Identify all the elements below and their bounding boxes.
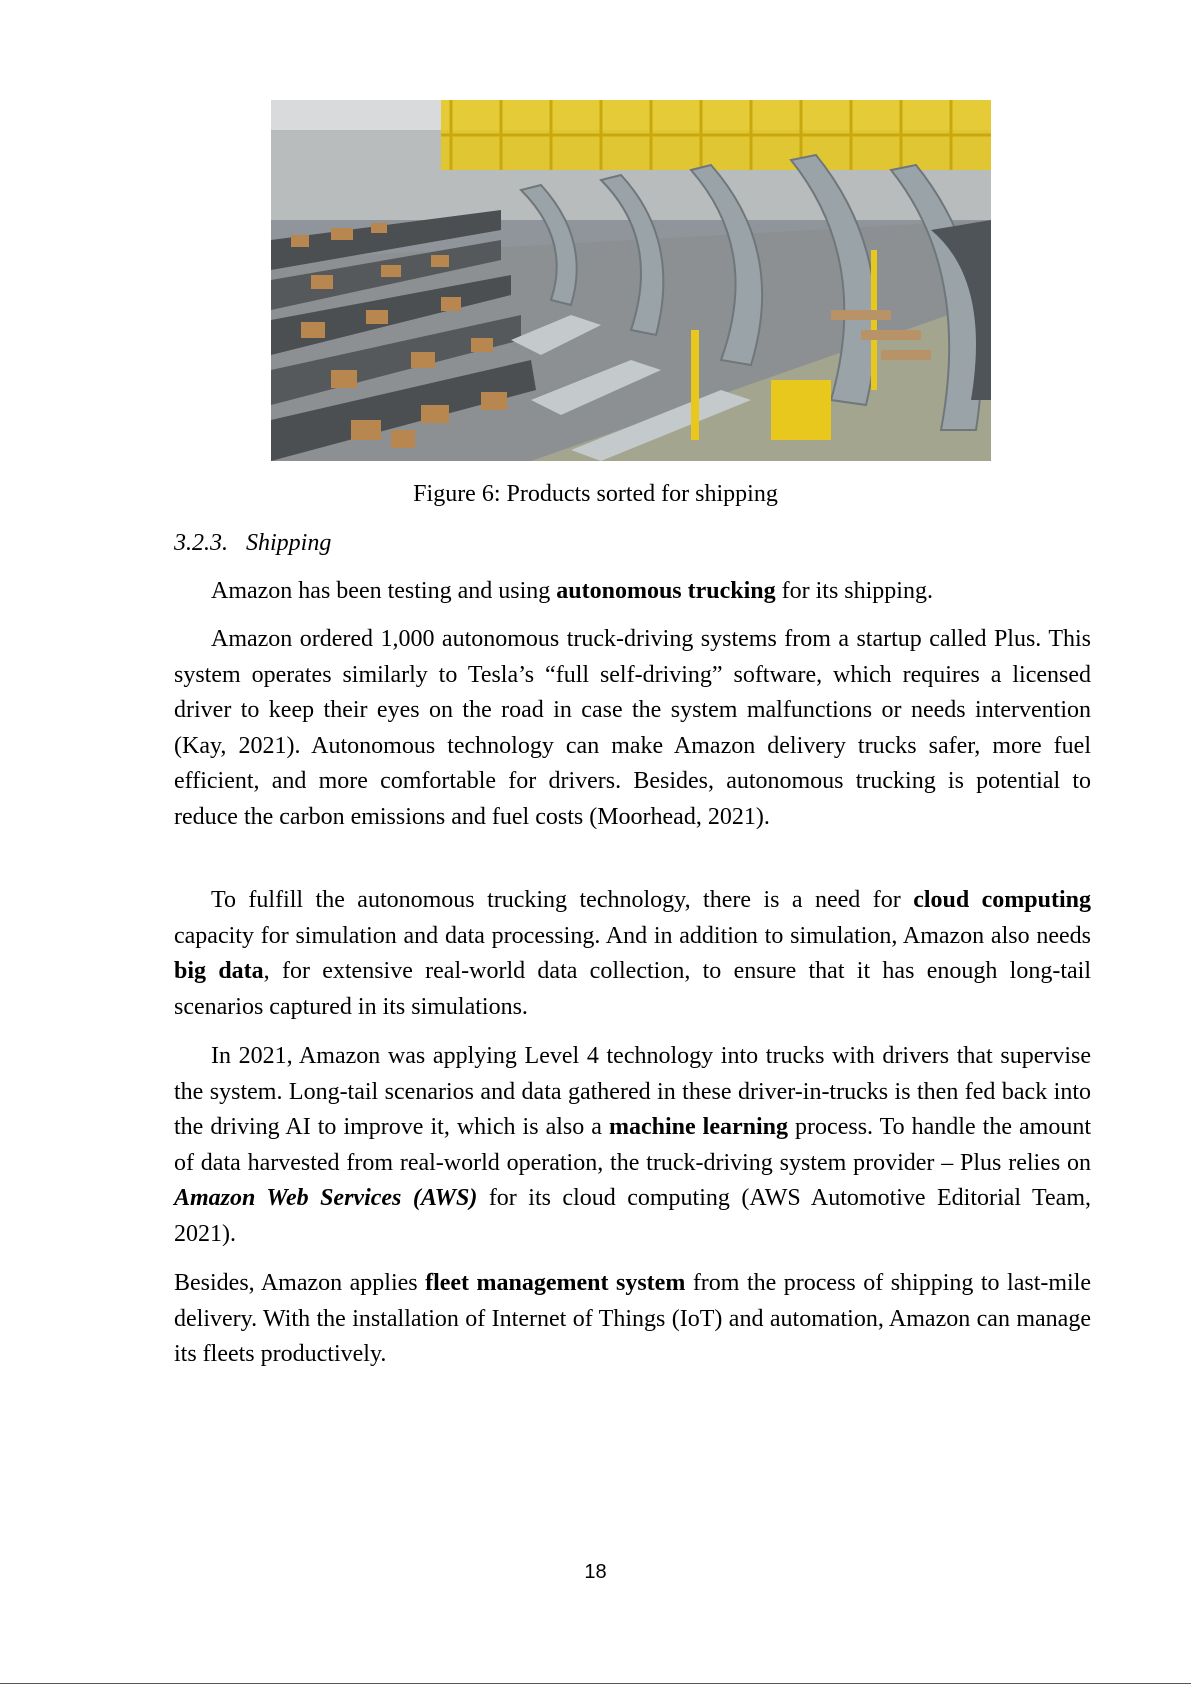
- section-title: Shipping: [246, 530, 332, 556]
- paragraph-3: To fulfill the autonomous trucking technology, there is a need for cloud computing capacity for simulation and data processing. And in addition to simulation, Amazon also needs big data, for extensive real-world data collection, to ensure that it has enough long-tail scenarios captured in its simulations.: [174, 887, 1091, 1020]
- figure-image: [271, 100, 991, 461]
- paragraph-1: Amazon has been testing and using autonomous trucking for its shipping.: [211, 578, 933, 604]
- page-number: 18: [584, 1561, 607, 1583]
- paragraph-4: In 2021, Amazon was applying Level 4 technology into trucks with drivers that supervise the system. Long-tail scenarios and data gathered in these driver-in-trucks is then fed back into the driving AI to improve it, which is also a machine learning process. To handle the amount of data harvested from real-world operation, the truck-driving system provider – Plus relies on Amazon Web Services (AWS) for its cloud computing (AWS Automotive Editorial Team, 2021).: [174, 1043, 1092, 1247]
- bold-term: fleet management system: [425, 1270, 686, 1296]
- paragraph-5: Besides, Amazon applies fleet management system from the process of shipping to last-mile delivery. With the installation of Internet of Things (IoT) and automation, Amazon can manage its fleets productively.: [174, 1270, 1092, 1367]
- bold-term: cloud computing: [913, 887, 1091, 913]
- section-heading: [174, 527, 331, 559]
- bold-term: autonomous trucking: [556, 578, 776, 604]
- bottom-divider: [0, 1683, 1191, 1684]
- bold-term: machine learning: [608, 1114, 789, 1140]
- section-number: 3.2.3.: [174, 530, 228, 556]
- bold-term: big data: [174, 958, 264, 984]
- warehouse-sortation-photo: [271, 100, 991, 461]
- paragraph-2: Amazon ordered 1,000 autonomous truck-driving systems from a startup called Plus. This system operates similarly to Tesla’s “full self-driving” software, which requires a licensed driver to keep their eyes on the road in case the system malfunctions or needs intervention (Kay, 2021). Autonomous technology can make Amazon delivery trucks safer, more fuel efficient, and more comfortable for drivers. Besides, autonomous trucking is potential to reduce the carbon emissions and fuel costs (Moorhead, 2021).: [174, 626, 1091, 830]
- figure-caption: Figure 6: Products sorted for shipping: [413, 481, 778, 507]
- bold-term: Amazon Web Services (AWS): [174, 1185, 478, 1211]
